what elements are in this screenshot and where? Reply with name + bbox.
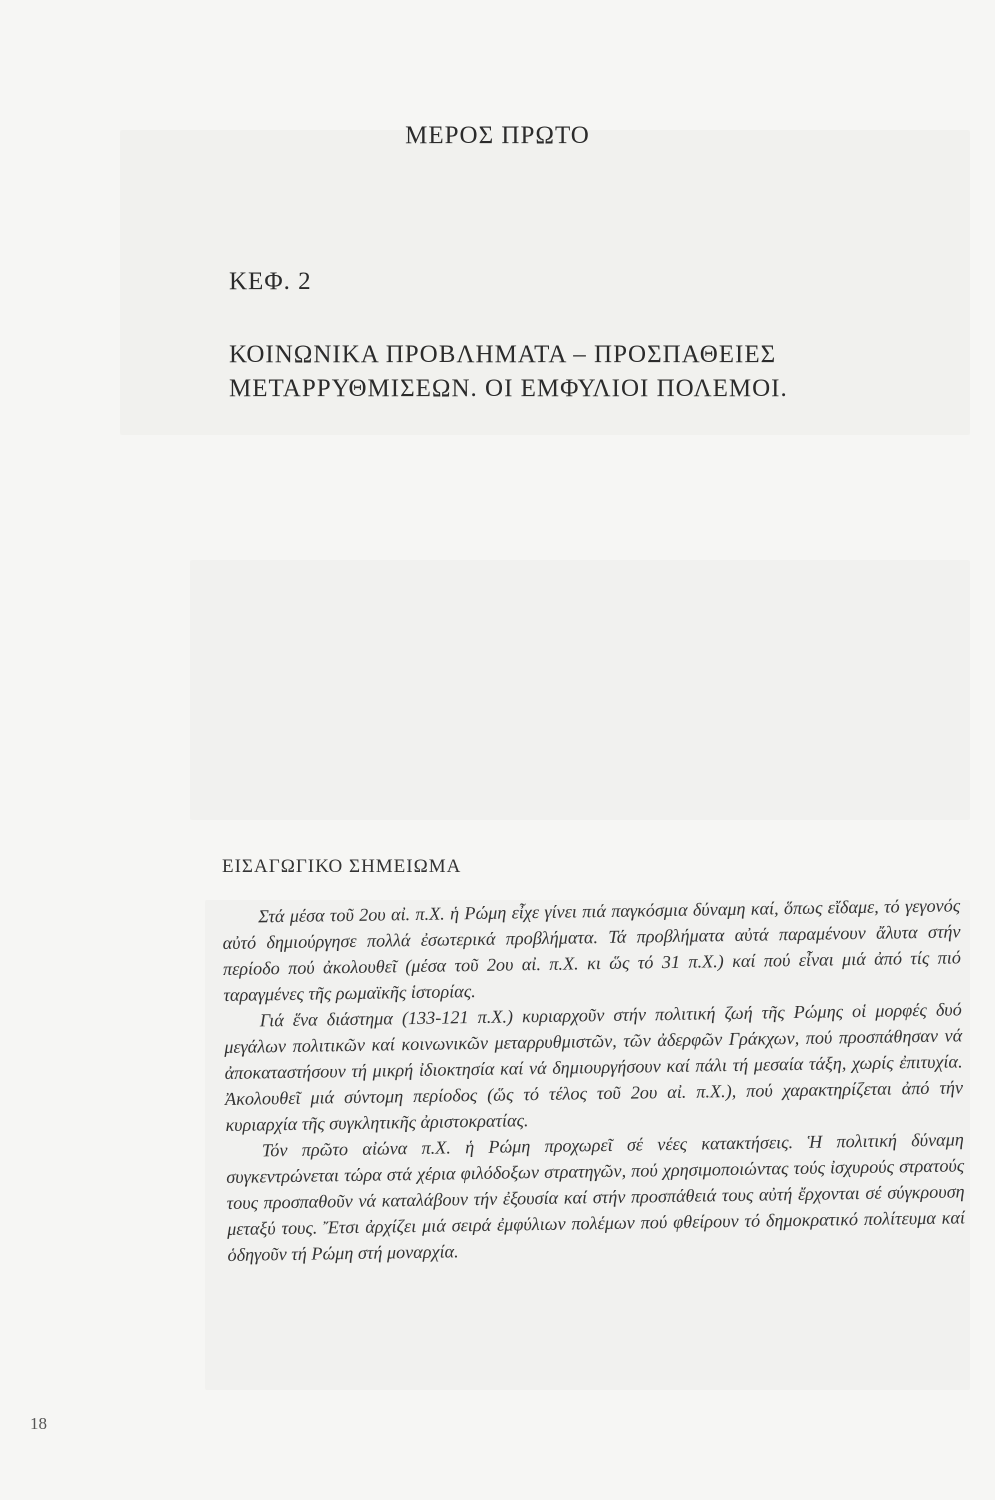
intro-heading: ΕΙΣΑΓΩΓΙΚΟ ΣΗΜΕΙΩΜΑ (222, 856, 462, 877)
chapter-title-line: ΚΟΙΝΩΝΙΚΑ ΠΡΟΒΛΗΜΑΤΑ – ΠΡΟΣΠΑΘΕΙΕΣ (229, 341, 777, 368)
intro-paragraph: Στά μέσα τοῦ 2ου αἰ. π.Χ. ἡ Ρώμη εἶχε γίνει πιά παγκόσμια δύναμη καί, ὅπως εἴδαμε, τό γεγονός αὐτό δημιούργησε πολλά ἐσωτερικά προβλήματα. Τά προβλήματα αὐτά παραμένουν ἄλυτα στήν περίοδο πού ἀκολουθεῖ (μέσα τοῦ 2ου αἰ. π.Χ. κι ὥς τό 31 π.Χ.) καί πού εἶναι μιά ἀπό τίς πιό ταραγμένες τῆς ρωμαϊκῆς ἱστορίας. (222, 895, 962, 1005)
print-through-shadow (190, 560, 970, 820)
intro-paragraph: Τόν πρῶτο αἰώνα π.Χ. ἡ Ρώμη προχωρεῖ σέ νέες κατακτήσεις. Ἡ πολιτική δύναμη συγκεντρώνεται τώρα στά χέρια φιλόδοξων στρατηγῶν, πού χρησιμοποιώντας τούς ἰσχυρούς στρατούς τους προσπαθοῦν νά καταλάβουν τήν ἐξουσία καί στήν προσπάθειά τους αὐτή ἔρχονται σέ σύγκρουση μεταξύ τους. Ἔτσι ἀρχίζει μιά σειρά ἐμφύλιων πολέμων πού φθείρουν τό δημοκρατικό πολίτευμα καί ὁδηγοῦν τή Ρώμη στή μοναρχία. (226, 1129, 966, 1265)
intro-paragraph: Γιά ἕνα διάστημα (133-121 π.Χ.) κυριαρχοῦν στήν πολιτική ζωή τῆς Ρώμης οἱ μορφές δυό μεγάλων πολιτικῶν καί κοινωνικῶν μεταρρυθμιστῶν, τῶν ἀδερφῶν Γράκχων, πού προσπάθησαν νά ἀποκαταστήσουν τή μικρή ἰδιοκτησία καί νά δημιουργήσουν καί πάλι τή μεσαία τάξη, χωρίς ἐπιτυχία. Ἀκολουθεῖ μιά σύντομη περίοδος (ὥς τό τέλος τοῦ 2ου αἰ. π.Χ.), πού χαρακτηρίζεται ἀπό τήν κυριαρχία τῆς συγκλητικῆς ἀριστοκρατίας. (224, 999, 964, 1135)
intro-text (222, 892, 966, 1268)
part-title: ΜΕΡΟΣ ΠΡΩΤΟ (405, 122, 590, 149)
chapter-number: ΚΕΦ. 2 (229, 268, 312, 295)
chapter-title-line: ΜΕΤΑΡΡΥΘΜΙΣΕΩΝ. ΟΙ ΕΜΦΥΛΙΟΙ ΠΟΛΕΜΟΙ. (229, 375, 788, 402)
page-number: 18 (30, 1414, 47, 1433)
chapter-title (229, 338, 929, 406)
